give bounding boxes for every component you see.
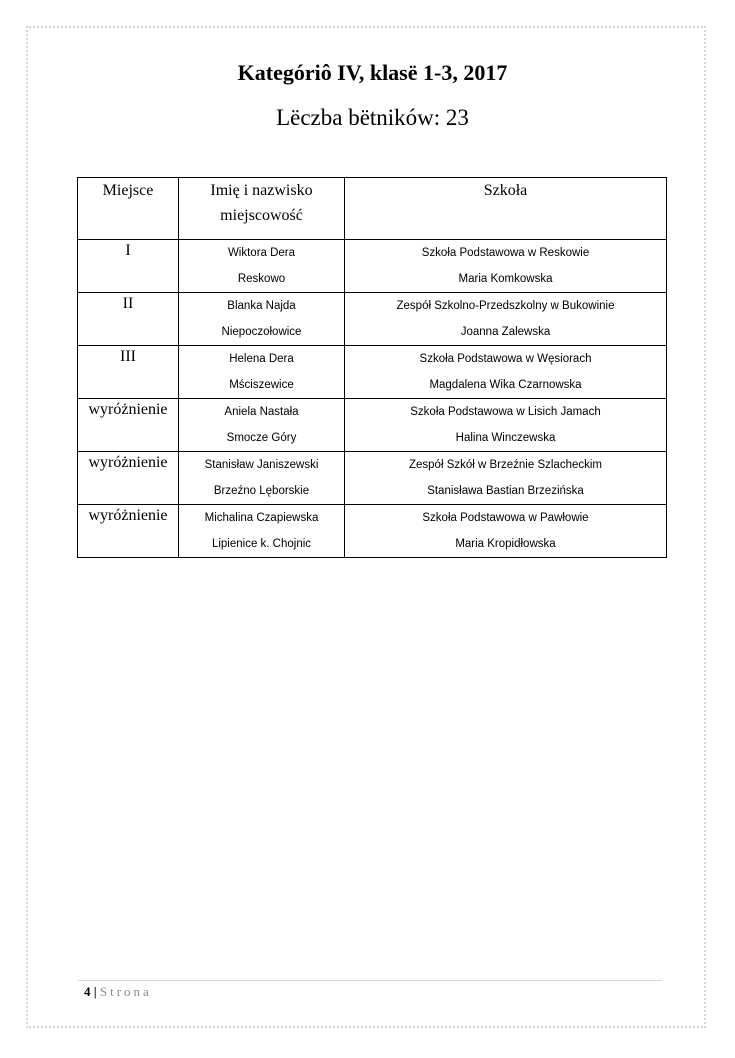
row-person — [179, 293, 345, 346]
row-town: Smocze Góry — [226, 432, 297, 444]
row-name: Blanka Najda — [227, 300, 296, 312]
row-school-cell — [345, 505, 667, 558]
row-place: wyróżnienie — [78, 452, 179, 505]
table-row — [78, 293, 667, 346]
row-school: Szkoła Podstawowa w Reskowie — [421, 247, 590, 259]
row-name: Helena Dera — [229, 353, 294, 365]
row-town: Lipienice k. Chojnic — [211, 538, 312, 550]
row-place: I — [78, 240, 179, 293]
row-place: II — [78, 293, 179, 346]
row-teacher: Stanisława Bastian Brzezińska — [427, 485, 584, 497]
table-row — [78, 505, 667, 558]
footer-label: Strona — [99, 984, 152, 999]
row-school-cell — [345, 399, 667, 452]
row-teacher: Halina Winczewska — [455, 432, 556, 444]
participant-count: Lëczba bëtników: 23 — [276, 105, 469, 130]
row-school: Szkoła Podstawowa w Lisich Jamach — [410, 406, 601, 418]
row-town: Mściszewice — [229, 379, 294, 391]
row-place: III — [78, 346, 179, 399]
row-teacher: Maria Kropidłowska — [455, 538, 556, 550]
results-table — [77, 177, 667, 558]
header-school: Szkoła — [345, 178, 667, 240]
table-row — [78, 399, 667, 452]
row-school-cell — [345, 346, 667, 399]
row-name: Michalina Czapiewska — [204, 512, 319, 524]
page-footer — [84, 984, 152, 1000]
row-teacher: Joanna Zalewska — [460, 326, 551, 338]
row-person — [179, 399, 345, 452]
page-number: 4 — [84, 984, 91, 999]
row-person — [179, 505, 345, 558]
header-name-label: Imię i nazwisko — [210, 182, 313, 199]
table-row — [78, 240, 667, 293]
footer-separator: | — [93, 984, 97, 999]
row-school: Szkoła Podstawowa w Pawłowie — [422, 512, 589, 524]
header-name — [179, 178, 345, 240]
row-person — [179, 452, 345, 505]
row-school: Szkoła Podstawowa w Węsiorach — [419, 353, 592, 365]
row-school-cell — [345, 293, 667, 346]
row-town: Brzeźno Lęborskie — [213, 485, 310, 497]
row-school-cell — [345, 240, 667, 293]
table-row — [78, 346, 667, 399]
row-name: Wiktora Dera — [227, 247, 296, 259]
row-teacher: Maria Komkowska — [458, 273, 553, 285]
row-town: Reskowo — [237, 273, 286, 285]
row-school: Zespół Szkolno-Przedszkolny w Bukowinie — [396, 300, 615, 312]
header-town-label: miejscowość — [220, 207, 303, 224]
table-header-row — [78, 178, 667, 240]
row-teacher: Magdalena Wika Czarnowska — [429, 379, 582, 391]
page-title: Kategóriô IV, klasë 1-3, 2017 — [237, 60, 508, 85]
header-place: Miejsce — [78, 178, 179, 240]
table-row — [78, 452, 667, 505]
row-place: wyróżnienie — [78, 505, 179, 558]
row-school-cell — [345, 452, 667, 505]
row-town: Niepoczołowice — [221, 326, 302, 338]
row-school: Zespół Szkół w Brzeźnie Szlacheckim — [408, 459, 602, 471]
row-person — [179, 346, 345, 399]
row-name: Stanisław Janiszewski — [204, 459, 319, 471]
row-person — [179, 240, 345, 293]
row-place: wyróżnienie — [78, 399, 179, 452]
footer-divider — [78, 980, 662, 981]
row-name: Aniela Nastała — [224, 406, 299, 418]
